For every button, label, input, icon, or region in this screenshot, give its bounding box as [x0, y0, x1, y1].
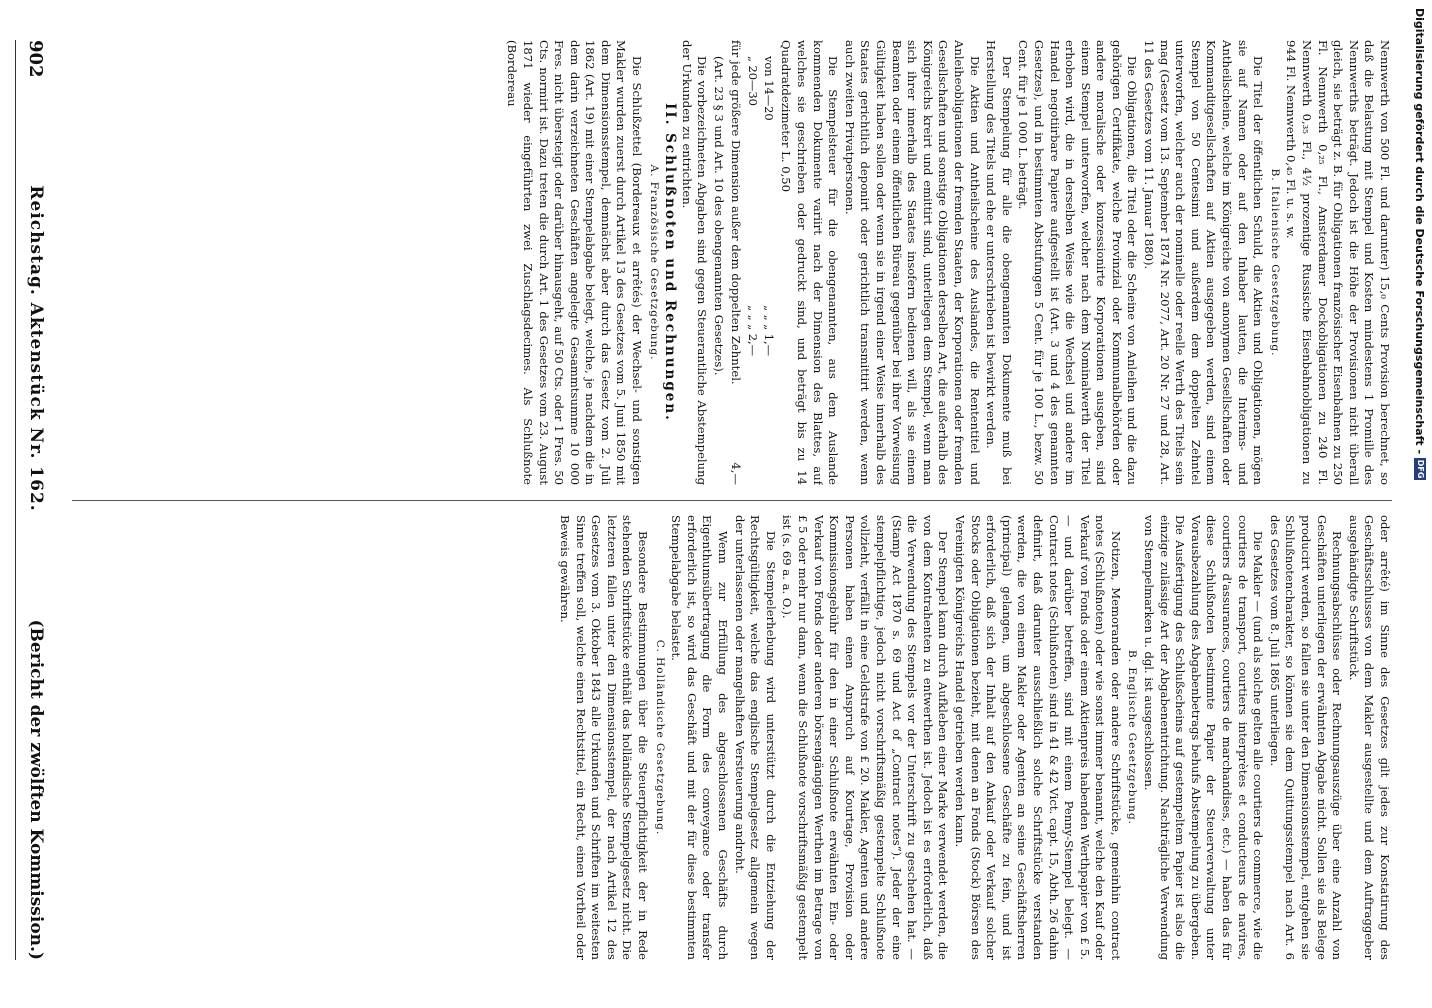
subheading-english: B. Englische Gesetzgebung.	[1126, 649, 1139, 826]
tax-range: „ 20—30	[746, 56, 761, 106]
section-heading: II. Schlußnoten und Rechnungen.	[662, 103, 679, 422]
subheading-french: A. Französische Gesetzgebung.	[647, 164, 660, 361]
paragraph: Die Titel der öffentlichen Schuld, die Aktien und Obligationen, mögen sie auf Namen oder auf den Inhaber lauten, die Interims- und Antheilscheine, welche im Königreiche von anonymen Gesellschaften oder Kommanditgesellschaften auf Aktien ausgegeben werden, sind einem Stempel von 50 Centesimi und außerdem dem doppelten Zehntel unterworfen, welcher auch der nominelle oder reelle Werth des Titels sein mag (Gesetz vom 13. September 1874 Nr. 2077, Art. 20 Nr. 27 und 28, Art. 11 des Gesetzes vom 11. Januar 1880).	[1142, 40, 1266, 485]
paragraph	[727, 40, 743, 485]
header-subtitle: (Bericht der zwölften Kommission.)	[26, 619, 46, 960]
paragraph: Die Stempelerhebung wird unterstützt durch die Entziehung der Rechtsgültigkeit, welche das englische Stempelgesetz allgemein wegen der unterlassenen oder mangelhaften Versteuerung androht.	[732, 515, 778, 960]
paragraph: Die vorbezeichneten Abgaben sind gegen Steuerantliche Abstempelung der Urkunden zu entrichten.	[679, 40, 710, 485]
digitization-footer	[1408, 0, 1432, 1008]
tax-amount: „ „ „ 1,—	[761, 305, 776, 356]
paragraph: Notizen, Memoranden oder andere Schriftstücke, gemeinhin contract notes (Schlußnoten) oder wie sonst immer benannt, welche den Kauf oder Verkauf von Fonds oder einem Aktienpreis habenden Werthpapier von £ 5. — und darüber betreffen, sind mit einem Penny-Stempel belegt. — Contract notes (Schlußnoten) sind in 41 & 42 Vict. capt. 15, Abth. 26 dahin definirt, daß darunter ausschließlich solche Schriftstücke verstanden werden, die von einem Makler oder Agenten an seine Geschäftsherren (principal) gelangen, um abgeschlossene Geschäfte zu fein, und ist erforderlich, daß sich der Inhalt auf den Ankauf oder Verkauf solcher Stocks oder Obligationen bezieht, mit denen an Fonds (Stock) Börsen des Vereinigten Königreichs Handel getrieben werden kann.	[952, 515, 1123, 960]
paragraph: Der Stempelung für alle die obengenannten Dokumente muß bei Herstellung des Titels und ehe er unterschrieben ist bewirkt werden.	[984, 40, 1014, 485]
column-divider	[72, 500, 1392, 501]
paragraph: Die Schlußzettel (Bordereaux et arrêtés) der Wechsel- und sonstigen Makler wurden zuerst durch Artikel 13 des Gesetzes vom 5. Juni 1850 mit dem Dimensionsstempel, demnächst aber durch das Gesetz vom 2. Juli 1862 (Art. 19) mit einer Stempelabgabe belegt, welche, je nachdem die in dem darin verzeichneten Geschäften angelegte Gesammtsumme 10 000 Fres. nicht übersteigt oder darüber hinausgeht, auf 50 Cts. oder 1 Fres. 50 Cts. normirt ist. Dazu treten die durch Art. 1 des Gesetzes vom 23. August 1871 wieder eingeführten zwei Zuschlagsdecimes. Als Schlußnote (Bordereau	[505, 40, 645, 485]
paragraph: Nennwerth von 500 Fl. und darunter) 15,₀ Cents Provision berechnet, so daß die Belastung mit Stempel und Kosten mindestens 1 Promille des Nennwerths beträgt. Jedoch ist die Höhe der Provisionen nicht überall gleich, sie beträgt z. B. für Obligationen französischer Eisenbahnen zu 250 Fl. Nennwerth 0,₂₅ Fl., Amsterdamer Dockobligationen zu 240 Fl. Nennwerth 0,₃₅ Fl., 4½ prozentige Russische Eisenbahnobligationen zu 944 Fl. Nennwerth 0,₄₅ Fl. u. s. w.	[1284, 40, 1392, 485]
tax-row	[745, 56, 761, 356]
tax-row	[760, 56, 776, 356]
dfg-logo-icon: DFG	[1416, 459, 1425, 479]
paragraph: Die Makler — (und als solche gelten alle courtiers de commerce, wie die courtiers de transport, courtiers interprètes et conducteurs de navires, courtiers d'assurances, courtiers de marchandises, etc.) — haben das für diese Schlußnoten bestimmte Papier der Steuerverwaltung unter Vorausbezahlung des Abgabenbetrags behufs Abstempelung zu übergeben. Die Ausfertigung des Schlußscheins auf gestempeltem Papier ist also die einzige zulässige Art der Abgabenentrichtung. Nachträgliche Verwendung von Stempelmarken u. dgl. ist ausgeschlossen.	[1142, 515, 1266, 960]
paragraph: oder arrêté) im Sinne des Gesetzes gilt jedes zur Konstatirung des Geschäftsschlusses von dem Makler ausgestellte und dem Auftraggeber ausgehändigte Schriftstück.	[1346, 515, 1392, 960]
paragraph: Der Stempel kann durch Aufkleben einer Marke verwendet werden, die von dem Kontrahenten zu entwerthen ist. Jedoch ist es erforderlich, daß die Verwendung des Stempels vor der Unterschrift zu geschehen hat. — (Stamp Act 1870 s. 69 und Act of „Contract notes“). Jeder der eine stempelpflichtige, jedoch nicht vorschriftsmäßig gestempelte Schlußnote vollzieht, verfällt in eine Geldstrafe von £ 20. Makler, Agenten und andere Personen haben einen Anspruch auf Kourtage, Provision oder Kommissionsgebühr für den in einer Schlußnote erwähnten Ein- oder Verkauf von Fonds oder anderen börsengängigen Werthen im Betrage von £ 5 oder mehr nur dann, wenn die Schlußnote vorschriftsmäßig gestempelt ist (s. 69 a. a. O.).	[780, 515, 951, 960]
right-column	[72, 515, 1392, 960]
tax-amount: 4,—	[728, 462, 743, 485]
tax-amount: „ „ „ 2,—	[746, 305, 761, 356]
subheading-italian: B. Italienische Gesetzgebung.	[1268, 168, 1281, 357]
tax-range: von 14—20	[761, 56, 776, 121]
page-number: 902	[25, 40, 47, 78]
page-header	[15, 40, 56, 960]
header-title: Reichstag. Aktenstück Nr. 162.	[26, 185, 46, 512]
paragraph: Rechnungsabschlüsse oder Rechnungsauszüge über eine Anzahl von Geschäften unterliegen der erwähnten Abgabe nicht. Sollen sie als Belege producirt werden, so fallen sie unter den Dimensionsstempel, entgehen sie Schlußnotencharakter, so können sie dem Quittungsstempel nach Art. 6 des Gesetzes vom 8. Juli 1865 unterliegen.	[1267, 515, 1345, 960]
footer-text: Digitalisierung gefördert durch die Deutsche Forschungsgemeinschaft -	[1413, 8, 1427, 455]
paragraph: Wenn zur Erfüllung des abgeschlossenen Geschäfts durch Eigenthumsübertragung die Form des conveyance oder transfer erforderlich ist, so wird das Geschäft und mit der für diese bestimmten Stempelabgabe belastet.	[669, 515, 731, 960]
left-column	[72, 40, 1392, 485]
paragraph: Besondere Bestimmungen über die Steuerpflichtigkeit der in Rede stehenden Schriftstücke enthält das holländische Stempelgesetz nicht. Die letzteren fallen unter den Dimensionsstempel, der nach Artikel 12 des Gesetzes vom 3. Oktober 1843 alle Urkunden und Schriften im weitesten Sinne treffen soll, welche einen Rechtstitel, ein Recht, einen Vortheil oder Beweis gewähren.	[558, 515, 651, 960]
paragraph: Die Aktien und Antheilscheine des Auslandes, die Rententitel und Anleiheobligationen der fremden Staaten, der Korporationen oder fremden Gesellschaften und sonstige Obligationen derselben Art, die außerhalb des Königreichs kreirt und emittirt sind, unterliegen dem Stempel, wenn man sich ihrer innerhalb des Staates insofern bedienen will, als sie einem Beamten oder einem öffentlichen Büreau gegenüber bei ihrer Vorweisung Gültigkeit haben sollen oder wenn sie in irgend einer Weise innerhalb des Staates gerichtlich deponirt oder gerichtlich transmittirt werden, wenn auch zweiten Privatpersonen.	[842, 40, 982, 485]
paragraph: (Art. 23 § 3 und Art. 10 des obengenannten Gesetzes).	[712, 56, 727, 376]
paragraph: Die Obligationen, die Titel oder die Scheine von Anleihen und die dazu gehörigen Certifikate, welche Provinzial oder Kommunalbehörden oder andere moralische oder konzessionirte Korporationen ausgeben, sind einem Stempel unterworfen, welcher nach dem Nominalwerth der Titel erhoben wird, die in derselben Weise wie die Wechsel und andere im Handel negotiirbare Papiere aufgestellt ist (Art. 3 und 4 des genannten Gesetzes), und in bestimmten Abstufungen 5 Cent. für je 100 L., bezw. 50 Cent. für je 1 000 L. beträgt.	[1016, 40, 1140, 485]
paragraph: Die Stempelsteuer für die obengenannten, aus dem Auslande kommenden Dokumente variirt nach der Dimension des Blattes, auf welches sie geschrieben oder gedruckt sind, und beträgt bis zu 14 Quadratdezimeter L. 0,50	[779, 40, 841, 485]
tax-table	[745, 56, 776, 485]
subheading-dutch: C. Holländische Gesetzgebung.	[653, 639, 666, 836]
tax-extra: für jede größere Dimension außer dem doppelten Zehntel.	[728, 40, 743, 385]
